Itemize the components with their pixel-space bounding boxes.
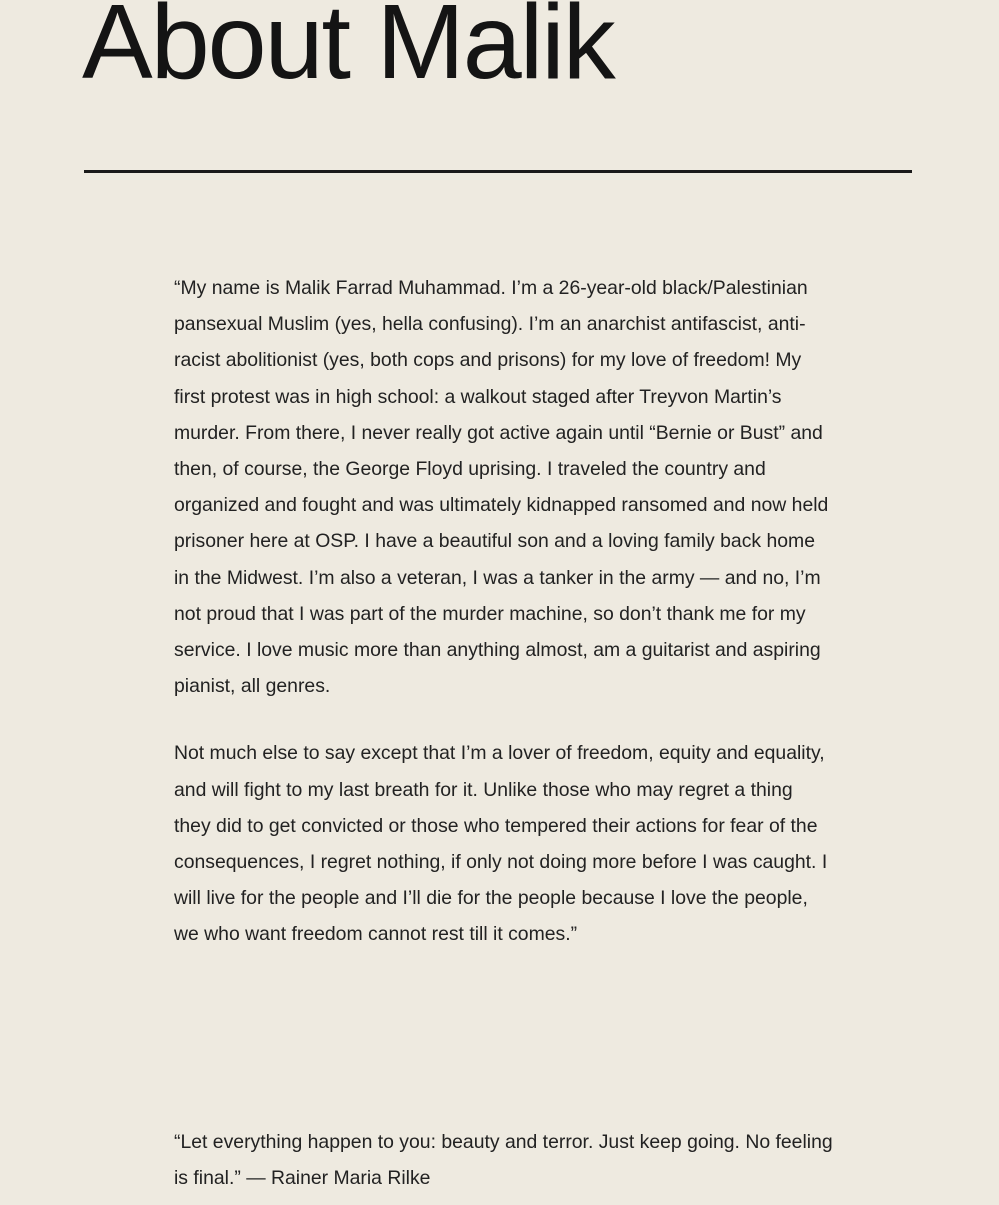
- title-divider: [84, 170, 912, 173]
- article-paragraph: “My name is Malik Farrad Muhammad. I’m a 26-year-old black/Palestinian pansexual Muslim (yes, hella confusing). I’m an anarchist antifascist, anti-racist abolitionist (yes, both cops and prisons) for my love of freedom! My first protest was in high school: a walkout staged after Treyvon Martin’s murder. From there, I never really got active again until “Bernie or Bust” and then, of course, the George Floyd uprising. I traveled the country and organized and fought and was ultimately kidnapped ransomed and now held prisoner here at OSP. I have a beautiful son and a loving family back home in the Midwest. I’m also a veteran, I was a tanker in the army — and no, I’m not proud that I was part of the murder machine, so don’t thank me for my service. I love music more than anything almost, am a guitarist and aspiring pianist, all genres.: [174, 277, 829, 698]
- article-body: [174, 270, 829, 953]
- page-title: About Malik: [82, 0, 614, 101]
- epigraph-quote: “Let everything happen to you: beauty and terror. Just keep going. No feeling is final.” — Rainer Maria Rilke: [174, 1131, 833, 1190]
- article-paragraph: Not much else to say except that I’m a lover of freedom, equity and equality, and will fight to my last breath for it. Unlike those who may regret a thing they did to get convicted or those who tempered their actions for fear of the consequences, I regret nothing, if only not doing more before I was caught. I will live for the people and I’ll die for the people because I love the people, we who want freedom cannot rest till it comes.”: [174, 742, 828, 946]
